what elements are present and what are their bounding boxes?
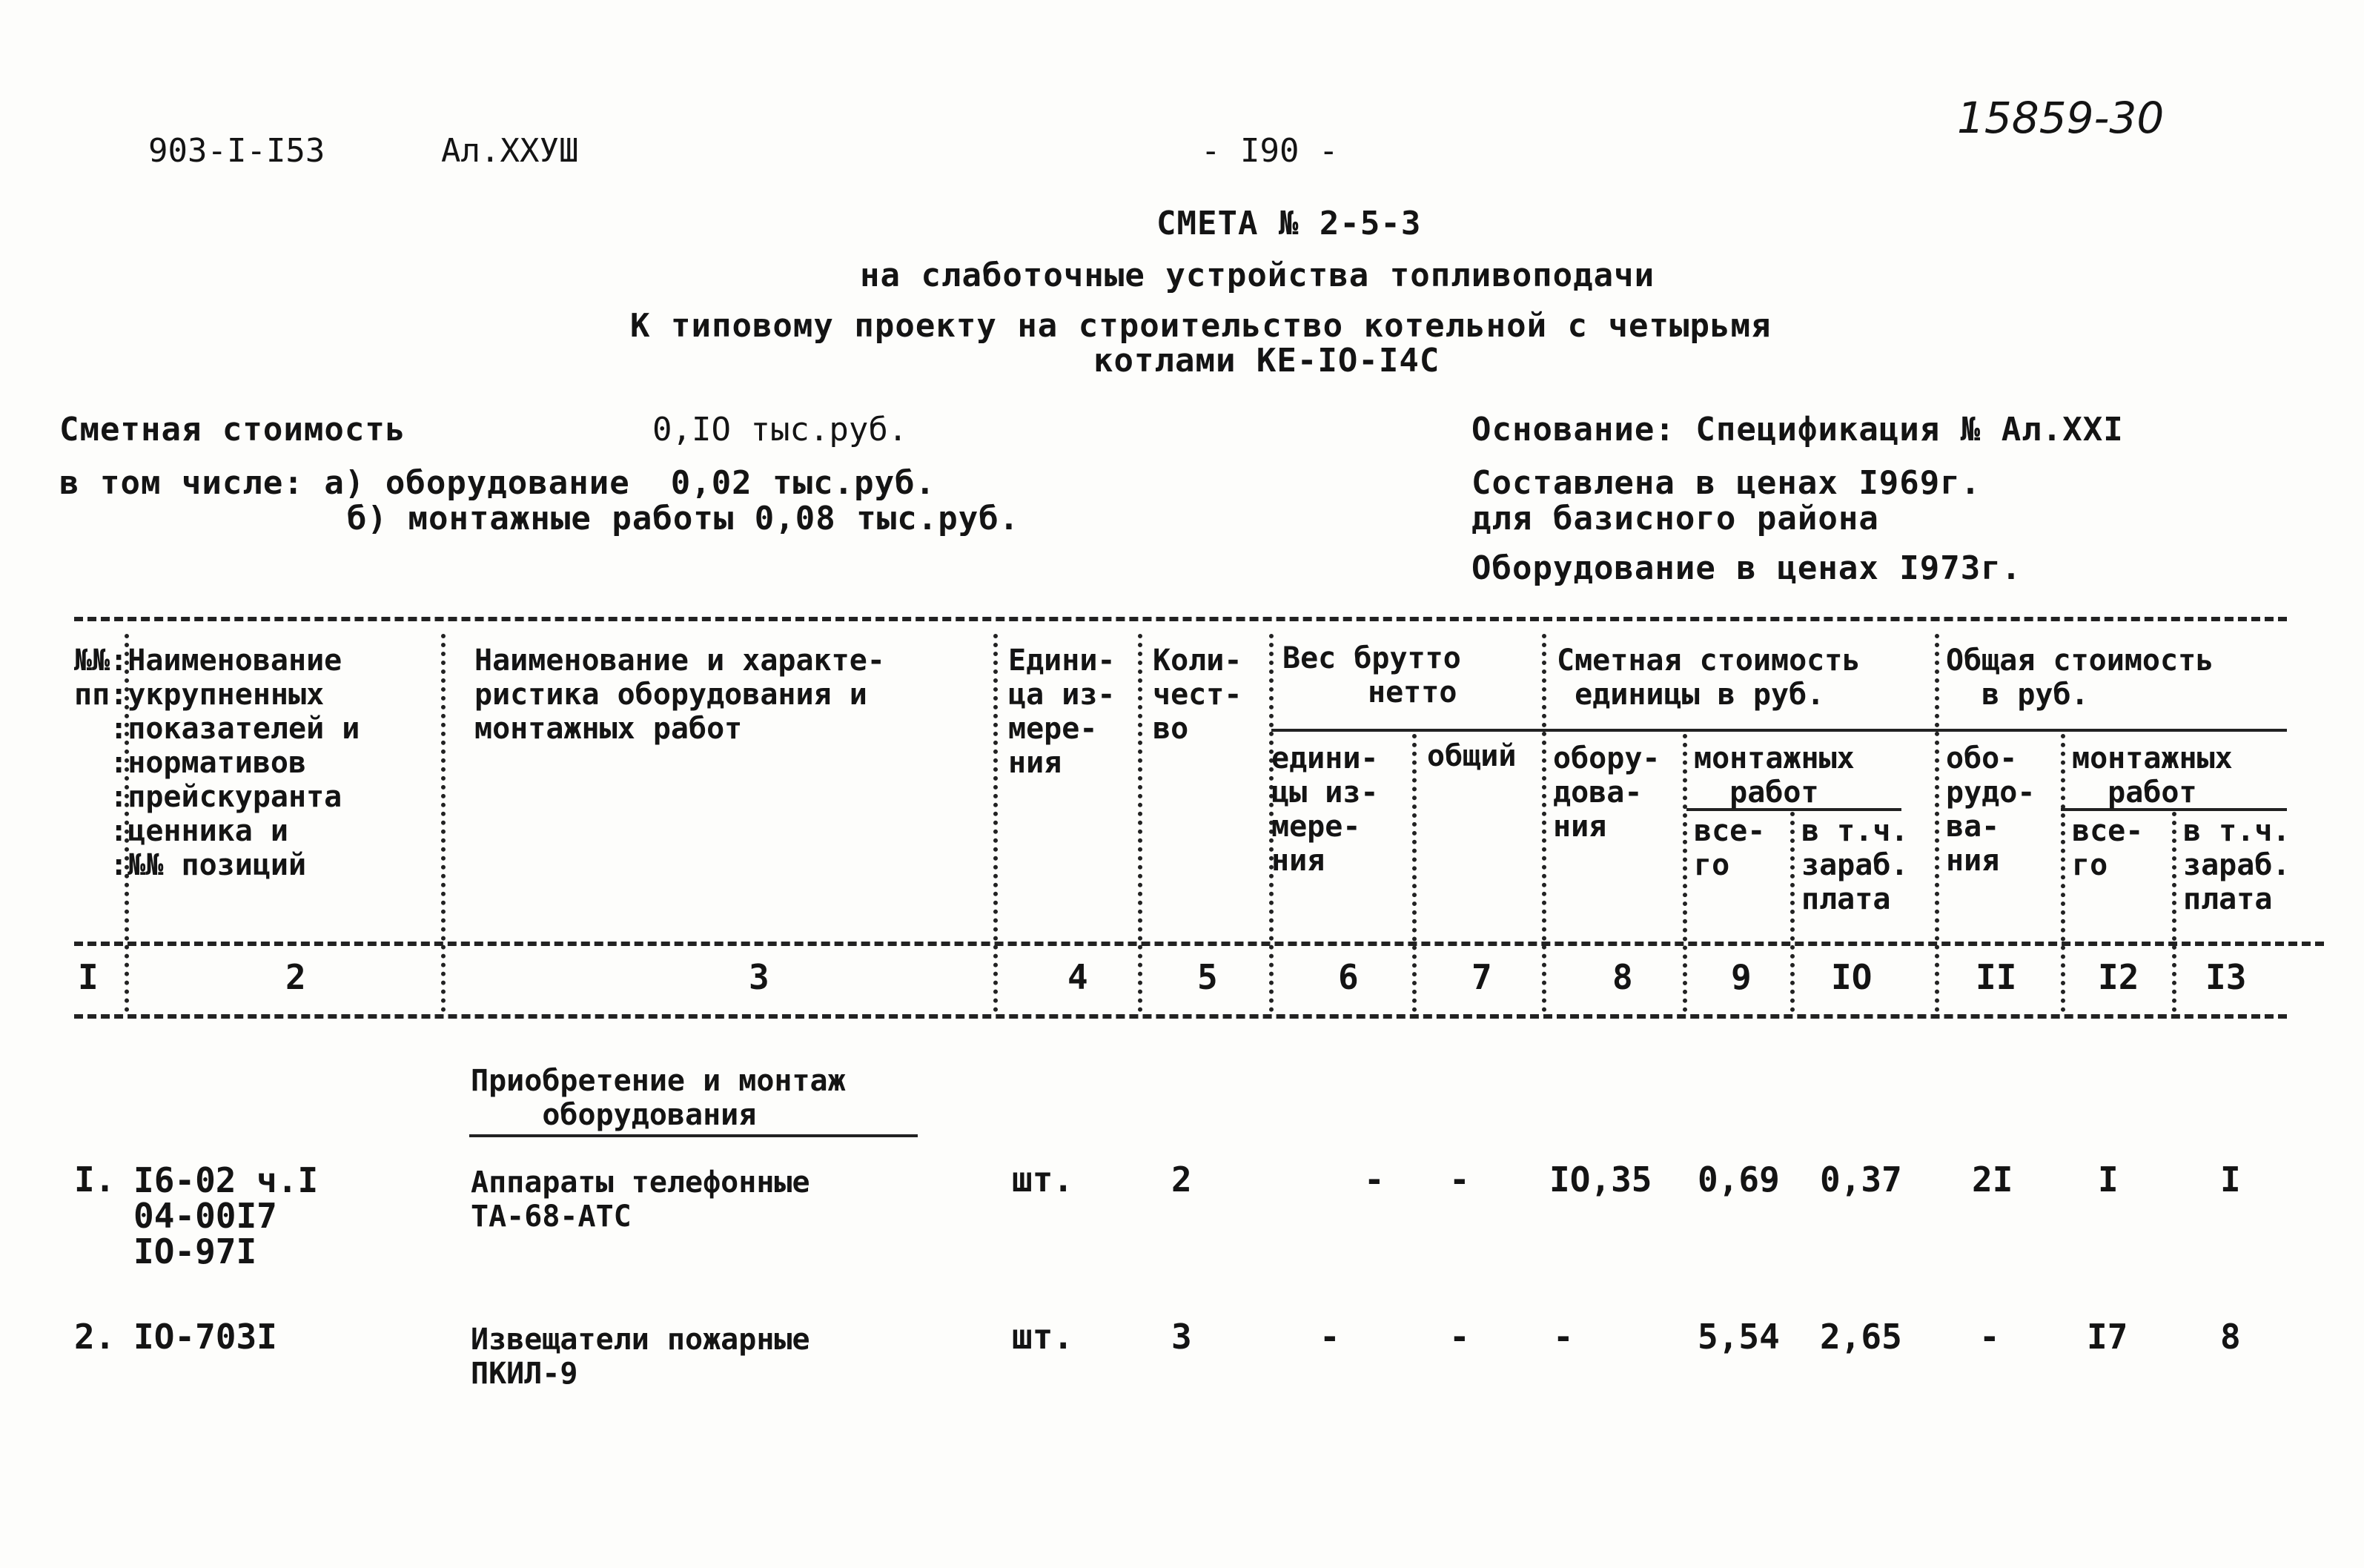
col-sep-6 — [1412, 734, 1417, 1012]
row-number: 2. — [74, 1317, 116, 1357]
col-number: 9 — [1731, 957, 1752, 997]
project-line-1: К типовому проекту на строительство котельной с четырьмя — [630, 307, 1772, 345]
project-line-2: котлами КЕ-IО-I4С — [1093, 342, 1440, 380]
section-title: Приобретение и монтаж оборудования — [471, 1064, 846, 1132]
header-total-cost: Общая стоимость в руб. — [1946, 644, 2214, 712]
prices-line-1: Составлена в ценах I969г. — [1471, 464, 1981, 502]
header-unit-cost-wage: в т.ч. зараб. плата — [1801, 814, 1909, 916]
row-weight-unit: - — [1364, 1160, 1385, 1200]
row-name: Извещатели пожарные ПКИЛ-9 — [471, 1323, 810, 1391]
header-unit-cost: Сметная стоимость единицы в руб. — [1557, 644, 1861, 712]
col-number: II — [1976, 957, 2017, 997]
table-top-rule — [74, 617, 2287, 621]
col-number: I — [78, 957, 99, 997]
header-indicators: №№:Наименование пп:укрупненных :показателей и :нормативов :прейскуранта :ценника и :№№ позиций — [74, 644, 360, 882]
cost-subrule — [1546, 729, 2287, 732]
prices-line-3: Оборудование в ценах I973г. — [1471, 549, 2022, 587]
handwritten-number: 15859-30 — [1957, 93, 2165, 143]
header-equipment-name: Наименование и характе- ристика оборудования и монтажных работ — [474, 644, 885, 746]
col-number: 4 — [1067, 957, 1088, 997]
row-cost-equipment: IО,35 — [1549, 1160, 1652, 1200]
weight-subrule — [1271, 729, 1546, 732]
col-number: 2 — [285, 957, 306, 997]
row-cost-equipment: - — [1553, 1317, 1574, 1357]
header-unit-cost-equipment: обору- дова- ния — [1553, 741, 1661, 844]
row-total-equipment: 2I — [1972, 1160, 2013, 1200]
col-number: I3 — [2205, 957, 2247, 997]
estimate-title: СМЕТА № 2-5-3 — [1156, 205, 1422, 242]
row-total-mounting: I — [2098, 1160, 2119, 1200]
col-number: I2 — [2098, 957, 2139, 997]
basis-line: Основание: Спецификация № Ал.ХХI — [1471, 411, 2124, 449]
col-number: IО — [1831, 957, 1873, 997]
colnum-bottom-rule — [74, 1014, 2287, 1019]
row-qty: 2 — [1171, 1160, 1192, 1200]
row-number: I. — [74, 1160, 116, 1200]
header-unit-cost-mounting: монтажных работ — [1694, 741, 1855, 810]
col-sep-4 — [1138, 634, 1142, 1012]
row-cost-wage: 0,37 — [1820, 1160, 1902, 1200]
col-sep-10 — [1935, 634, 1939, 1012]
page-number: - I90 - — [1201, 132, 1339, 170]
row-cost-mounting: 5,54 — [1698, 1317, 1780, 1357]
header-total-cost-wage: в т.ч. зараб. плата — [2183, 814, 2291, 916]
album-ref: Ал.ХХУШ — [441, 132, 579, 170]
row-qty: 3 — [1171, 1317, 1192, 1357]
header-total-cost-mount-total: все- го — [2072, 814, 2144, 882]
row-weight-total: - — [1449, 1160, 1470, 1200]
incl-equipment: в том числе: а) оборудование 0,02 тыс.руб. — [59, 464, 936, 502]
header-weight-total: общий — [1427, 739, 1517, 773]
row-unit: шт. — [1012, 1317, 1074, 1357]
header-weight-unit: едини- цы из- мере- ния — [1271, 741, 1379, 878]
row-total-equipment: - — [1979, 1317, 2000, 1357]
header-unit-cost-mount-total: все- го — [1694, 814, 1766, 882]
row-code: IО-703I — [133, 1317, 277, 1357]
row-weight-total: - — [1449, 1317, 1470, 1357]
col-sep-2 — [441, 634, 446, 1012]
row-code: I6-02 ч.I 04-00I7 IО-97I — [133, 1160, 319, 1271]
estimate-subtitle: на слаботочные устройства топливоподачи — [860, 257, 1655, 294]
row-weight-unit: - — [1320, 1317, 1340, 1357]
cost-label: Сметная стоимость — [59, 411, 406, 449]
col-sep-12 — [2172, 812, 2176, 1012]
col-number: 5 — [1197, 957, 1218, 997]
section-title-underline — [469, 1134, 918, 1137]
header-quantity: Коли- чест- во — [1153, 644, 1242, 746]
row-total-wage: 8 — [2220, 1317, 2241, 1357]
col-number: 8 — [1612, 957, 1633, 997]
col-sep-11 — [2061, 734, 2065, 1012]
col-sep-9 — [1790, 812, 1795, 1012]
col-sep-7 — [1542, 634, 1546, 1012]
row-unit: шт. — [1012, 1160, 1074, 1200]
header-weight-netto: нетто — [1368, 675, 1457, 709]
col-number: 6 — [1338, 957, 1359, 997]
incl-mounting: б) монтажные работы 0,08 тыс.руб. — [347, 500, 1020, 537]
header-bottom-rule — [74, 942, 2324, 946]
doc-code: 903-I-I53 — [148, 132, 325, 170]
col-sep-3 — [993, 634, 998, 1012]
header-unit: Едини- ца из- мере- ния — [1008, 644, 1116, 780]
col-number: 3 — [749, 957, 769, 997]
row-cost-mounting: 0,69 — [1698, 1160, 1780, 1200]
col-number: 7 — [1471, 957, 1492, 997]
prices-line-2: для базисного района — [1471, 500, 1879, 537]
row-total-wage: I — [2220, 1160, 2241, 1200]
header-total-cost-equipment: обо- рудо- ва- ния — [1946, 741, 2036, 878]
row-name: Аппараты телефонные ТА-68-АТС — [471, 1165, 810, 1234]
col-sep-8 — [1683, 734, 1687, 1012]
header-weight-brutto: Вес брутто — [1282, 641, 1461, 675]
row-cost-wage: 2,65 — [1820, 1317, 1902, 1357]
row-total-mounting: I7 — [2087, 1317, 2128, 1357]
header-total-cost-mounting: монтажных работ — [2072, 741, 2233, 810]
cost-value: 0,IО тыс.руб. — [652, 411, 908, 449]
